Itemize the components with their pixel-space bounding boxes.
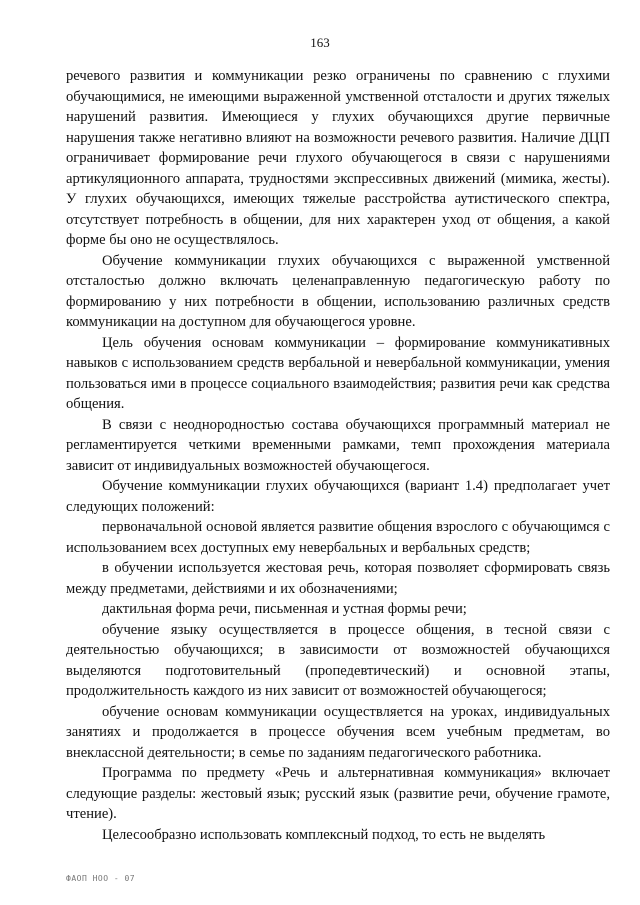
paragraph-complex-approach: Целесообразно использовать комплексный подход, то есть не выделять <box>102 826 546 843</box>
paragraph-goal: Цель обучения основам коммуникации – формирование коммуникативных навыков с использованием средств вербальной и невербальной коммуникации, умения пользоваться ими в процессе социального взаимодействия; развития речи как средства общения. <box>66 334 610 412</box>
list-item-sign-language: в обучении используется жестовая речь, которая позволяет сформировать связь между предметами, действиями и их обозначениями; <box>66 560 610 597</box>
page-number: 163 <box>310 35 330 50</box>
paragraph-program-material: В связи с неоднородностью состава обучающихся программный материал не регламентируется четкими временными рамками, темп прохождения материала зависит от индивидуальных возможностей обучающегося. <box>66 416 610 474</box>
list-item-lessons: обучение основам коммуникации осуществляется на уроках, индивидуальных занятиях и продолжается в процессе обучения всем учебным предметам, во внеклассной деятельности; в семье по заданиям педагогического работника. <box>66 703 610 761</box>
paragraph-principles-intro: Обучение коммуникации глухих обучающихся (вариант 1.4) предполагает учет следующих положений: <box>66 478 610 515</box>
list-item-primary-basis: первоначальной основой является развитие общения взрослого с обучающимся с использованием всех доступных ему невербальных и вербальных средств; <box>66 519 610 556</box>
footer-code: ФАОП НОО - 07 <box>66 874 136 883</box>
paragraph-program-sections: Программа по предмету «Речь и альтернативная коммуникация» включает следующие разделы: жестовый язык; русский язык (развитие речи, обучение грамоте, чтение). <box>66 765 610 822</box>
paragraph-speech-limitations: речевого развития и коммуникации резко ограничены по сравнению с глухими обучающимися, не имеющими выраженной умственной отсталости и других тяжелых нарушений развития. Имеющиеся у глухих обучающихся другие первичные нарушения также негативно влияют на возможности речевого развития. Наличие ДЦП ограничивает формирование речи глухого обучающегося в связи с нарушениями артикуляционного аппарата, трудностями экспрессивных движений (мимика, жесты). У глухих обучающихся, имеющих тяжелые расстройства аутистического спектра, отсутствует потребность в общении, для них характерен уход от общения, а какой форме бы оно не осуществлялось. <box>66 68 610 248</box>
body-text <box>66 66 610 845</box>
list-item-speech-forms: дактильная форма речи, письменная и устная формы речи; <box>102 601 467 617</box>
list-item-language-learning: обучение языку осуществляется в процессе общения, в тесной связи с деятельностью обучающихся; в зависимости от возможностей обучающихся выделяются подготовительный (пропедевтический) и основной этапы, продолжительность каждого из них зависит от возможностей обучающегося; <box>66 621 610 699</box>
paragraph-communication-training: Обучение коммуникации глухих обучающихся с выраженной умственной отсталостью должно включать целенаправленную педагогическую работу по формированию у них потребности в общении, использованию различных средств коммуникации на доступном для обучающегося уровне. <box>66 252 610 330</box>
